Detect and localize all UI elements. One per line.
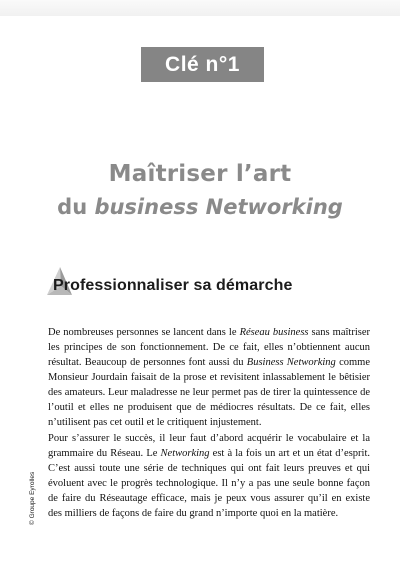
- text-run: Pour s’assurer le succès, il leur faut d’abord acquérir le vocabulaire et la grammaire du Réseau. Le: [48, 433, 370, 459]
- section-heading: Professionnaliser sa démarche: [53, 277, 293, 294]
- text-run: sans maîtriser les principes de son fonctionnement. De ce fait, elles n’obtiennent aucun résultat. Beaucoup de personnes font aussi du: [48, 327, 370, 368]
- chapter-title-line1: Maîtriser l’art: [108, 161, 292, 187]
- top-page-band: [0, 0, 400, 16]
- paragraph: [48, 325, 370, 430]
- body-text: [48, 325, 370, 522]
- key-number-banner: [141, 47, 264, 82]
- paragraph: [48, 431, 370, 521]
- text-run: est à la fois un art et un état d’esprit. C’est aussi toute une série de techniques qui ont fait leurs preuves et qui évoluent avec le progrès technologique. Il n’y a pas une seule bonne façon de faire du Réseautage efficace, mais je peux vous assurer qu’il en existe des milliers de façons de faire du grand n’importe quoi en la matière.: [48, 448, 370, 519]
- copyright-notice: © Groupe Eyrolles: [29, 471, 36, 525]
- text-run: De nombreuses personnes se lancent dans le: [48, 327, 240, 338]
- text-run: comme Monsieur Jourdain faisait de la prose et revisitent inlassablement le bêtisier des amateurs. Leur maladresse ne leur permet pas de tirer la quintessence de l’outil et elles ne produisent que de médiocres résultats. De ce fait, elles n’utilisent pas cet outil et le critiquent injustement.: [48, 357, 370, 428]
- chapter-title-prefix: du: [57, 195, 95, 219]
- italic-text: Networking: [160, 448, 210, 459]
- italic-text: Réseau business: [239, 327, 309, 338]
- italic-text: Business Networking: [246, 357, 336, 368]
- key-number-label: Clé n°1: [165, 52, 240, 76]
- chapter-title-line2: [0, 195, 400, 219]
- chapter-title-italic: business Networking: [94, 195, 343, 219]
